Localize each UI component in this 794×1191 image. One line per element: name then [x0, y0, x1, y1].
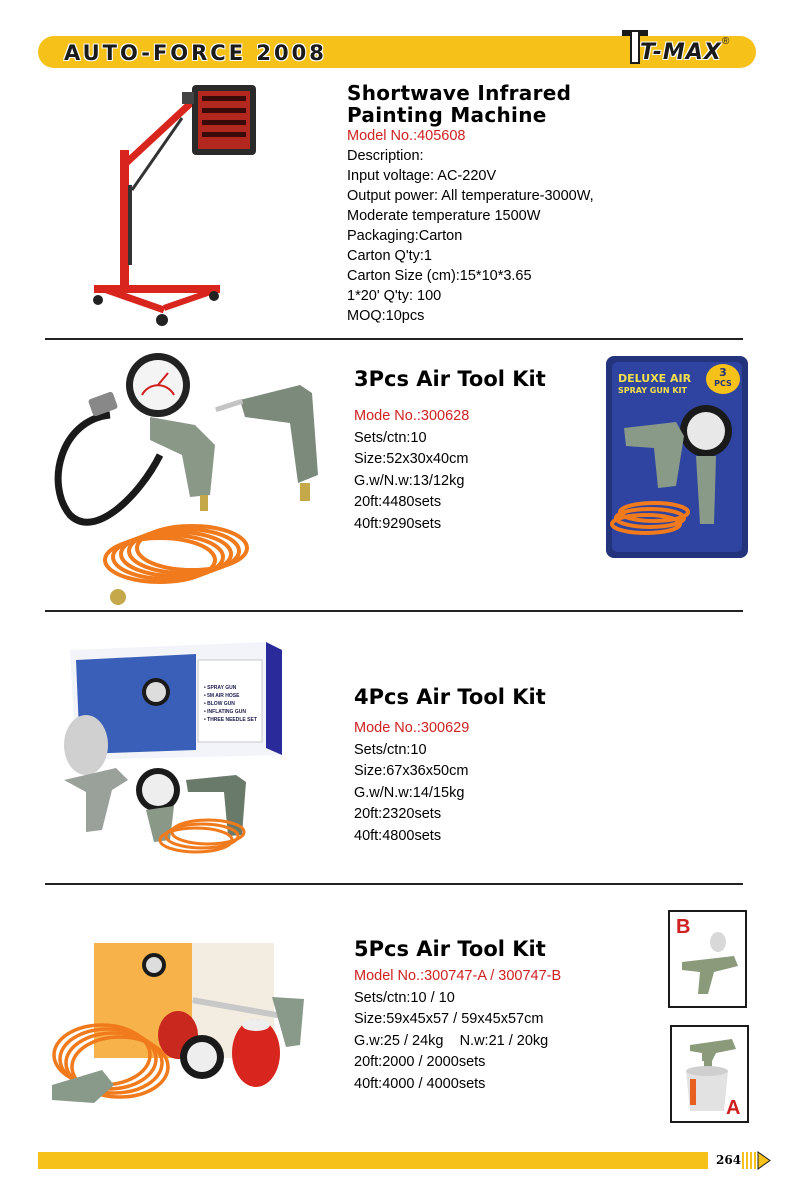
spec-line: 20ft:2320sets — [354, 806, 442, 823]
product-title: Shortwave Infrared Painting Machine — [347, 81, 572, 127]
brand-name: T-MAX — [640, 40, 722, 65]
pcs-badge: 3 PCS — [706, 364, 740, 394]
blister-package-image — [606, 356, 748, 558]
spec-line: G.w:25 / 24kg N.w:21 / 20kg — [354, 1032, 549, 1049]
product-5pcs-air-tool-kit — [354, 934, 674, 1096]
package-label: SPRAY GUN KIT — [618, 386, 687, 395]
model-number: Mode No.:300628 — [354, 408, 470, 424]
section-divider — [45, 338, 743, 340]
model-number: Mode No.:300629 — [354, 720, 470, 736]
section-divider — [45, 883, 743, 885]
spec-line: Sets/ctn:10 — [354, 741, 427, 758]
spec-line: 40ft:9290sets — [354, 515, 442, 532]
variant-a-spray-gun-image — [670, 1025, 749, 1123]
3pcs-air-tool-kit-image — [50, 345, 340, 610]
spec-line: Carton Size (cm):15*10*3.65 — [347, 268, 532, 284]
5pcs-air-tool-kit-image — [42, 935, 320, 1110]
spec-line: 20ft:4480sets — [354, 494, 442, 511]
product-3pcs-air-tool-kit — [354, 364, 614, 536]
next-arrow-icon — [756, 1150, 772, 1171]
product-title: 3Pcs Air Tool Kit — [354, 367, 546, 391]
spec-line: Packaging:Carton — [347, 228, 463, 244]
spec-line: Moderate temperature 1500W — [347, 208, 541, 224]
spec-line: 40ft:4800sets — [354, 827, 442, 844]
product-title: 5Pcs Air Tool Kit — [354, 937, 546, 961]
spec-line: Sets/ctn:10 / 10 — [354, 989, 455, 1006]
catalog-title: AUTO-FORCE 2008 — [64, 41, 327, 65]
spec-line: Size:59x45x57 / 59x45x57cm — [354, 1011, 544, 1028]
variant-b-spray-gun-image — [668, 910, 747, 1008]
spec-line: Size:67x36x50cm — [354, 763, 469, 780]
variant-a-label: A — [726, 1097, 741, 1119]
spec-line: 40ft:4000 / 4000sets — [354, 1075, 486, 1092]
footer-bar — [38, 1152, 708, 1169]
spec-line: MOQ:10pcs — [347, 308, 425, 324]
spec-line: Description: — [347, 148, 424, 164]
spec-line: Carton Q'ty:1 — [347, 248, 432, 264]
variant-b-label: B — [676, 916, 691, 938]
model-number: Model No.:300747-A / 300747-B — [354, 968, 562, 984]
model-number: Model No.:405608 — [347, 128, 466, 144]
spec-line: Sets/ctn:10 — [354, 429, 427, 446]
product-4pcs-air-tool-kit — [354, 682, 654, 848]
page-number: 264 — [716, 1153, 742, 1167]
spec-line: Input voltage: AC-220V — [347, 168, 497, 184]
product-title: 4Pcs Air Tool Kit — [354, 685, 546, 709]
spec-line: 20ft:2000 / 2000sets — [354, 1054, 486, 1071]
4pcs-air-tool-kit-image — [46, 630, 316, 855]
box-contents-list: • SPRAY GUN • 5M AIR HOSE • BLOW GUN • INFLATING GUN • THREE NEEDLE SET — [204, 685, 257, 723]
registered-mark: ® — [722, 36, 730, 47]
package-label: DELUXE AIR — [618, 372, 692, 385]
section-divider — [45, 610, 743, 612]
infrared-painting-machine-image — [84, 80, 324, 330]
footer-stripes-decoration — [742, 1152, 756, 1169]
spec-line: 1*20' Q'ty: 100 — [347, 288, 442, 304]
spec-line: Size:52x30x40cm — [354, 451, 469, 468]
product-infrared-painting-machine — [347, 82, 647, 326]
spec-line: G.w/N.w:14/15kg — [354, 784, 465, 801]
spec-line: G.w/N.w:13/12kg — [354, 472, 465, 489]
spec-line: Output power: All temperature-3000W, — [347, 188, 594, 204]
